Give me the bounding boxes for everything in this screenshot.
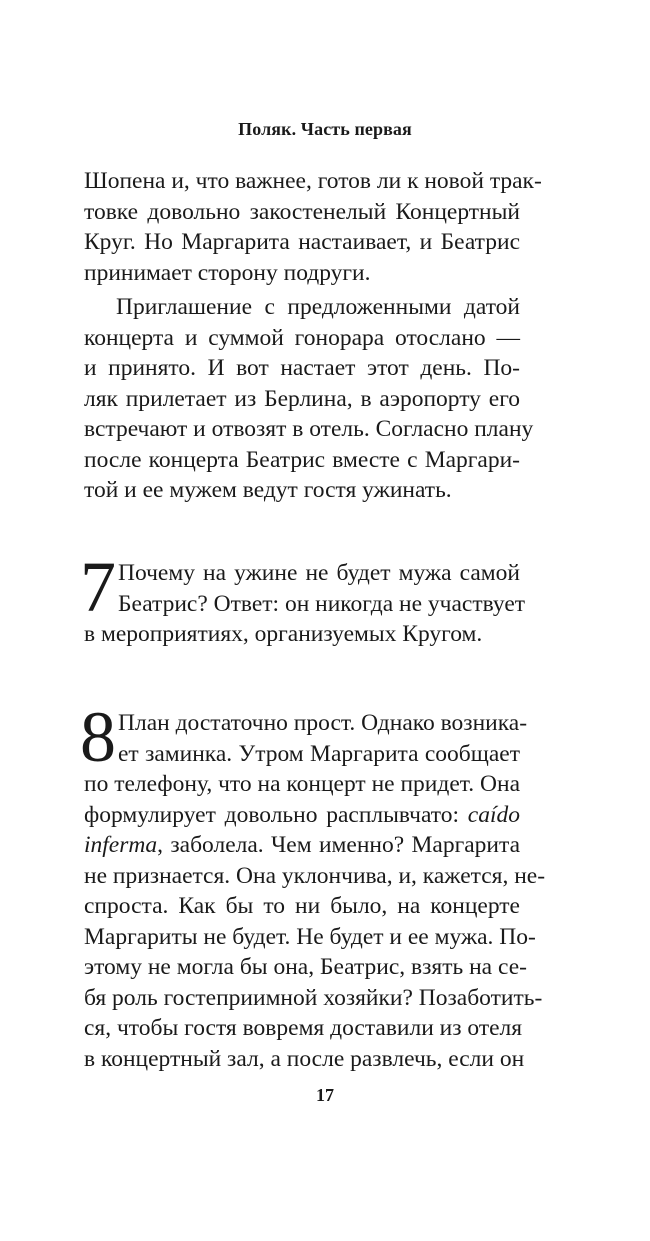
italic-term: caído xyxy=(467,801,520,828)
text-line xyxy=(84,800,520,831)
text-segment: , заболела. Чем именно? Маргарита xyxy=(157,832,520,858)
text-line: и принято. И вот настает этот день. По- xyxy=(84,355,520,381)
text-line: по телефону, что на концерт не придет. Она xyxy=(84,771,520,797)
text-line: той и ее мужем ведут гостя ужинать. xyxy=(84,477,452,503)
text-line: не признается. Она уклончива, и, кажется, не- xyxy=(84,862,546,889)
text-line: этому не могла бы она, Беатрис, взять на се- xyxy=(84,954,527,980)
running-head: Поляк. Часть первая xyxy=(238,119,412,139)
text-line: принимает сторону подруги. xyxy=(84,259,371,286)
text-line: Маргариты не будет. Не будет и ее мужа. По- xyxy=(84,923,536,950)
paragraph-block xyxy=(84,166,542,506)
text-line: ет заминка. Утром Маргарита сообщает xyxy=(118,740,520,767)
text-line: бя роль гостеприимной хозяйки? Позаботить- xyxy=(84,984,543,1011)
text-line: Приглашение с предложенными датой xyxy=(116,294,520,320)
section-7 xyxy=(80,547,526,650)
section-number-dropcap: 7 xyxy=(80,547,116,627)
section-8 xyxy=(80,697,546,1074)
text-line: после концерта Беатрис вместе с Маргари- xyxy=(84,446,520,473)
text-line: концерта и суммой гонорара отослано — xyxy=(84,324,520,351)
text-line xyxy=(84,830,520,861)
text-line: спроста. Как бы то ни было, на концерте xyxy=(84,893,520,919)
page-number: 17 xyxy=(316,1085,334,1105)
italic-term: inferma xyxy=(84,832,158,858)
text-line: Шопена и, что важнее, готов ли к новой трак- xyxy=(84,168,542,194)
text-line: в мероприятиях, организуемых Кругом. xyxy=(84,621,483,647)
text-line: товке довольно закостенелый Концертный xyxy=(84,198,520,225)
text-segment: формулирует довольно расплывчато: xyxy=(84,801,460,828)
text-line: Беатрис? Ответ: он никогда не участвует xyxy=(118,590,526,617)
text-line: в концертный зал, а после развлечь, если он xyxy=(84,1045,525,1072)
text-line: План достаточно прост. Однако возника- xyxy=(118,710,528,736)
text-line: ся, чтобы гостя вовремя доставили из отеля xyxy=(84,1015,523,1041)
text-line: Круг. Но Маргарита настаивает, и Беатрис xyxy=(84,229,520,255)
text-line: ляк прилетает из Берлина, в аэропорту его xyxy=(84,385,520,412)
text-line: встречают и отвозят в отель. Согласно плану xyxy=(84,416,534,442)
text-line: Почему на ужине не будет мужа самой xyxy=(118,560,520,586)
section-number-dropcap: 8 xyxy=(80,697,116,777)
